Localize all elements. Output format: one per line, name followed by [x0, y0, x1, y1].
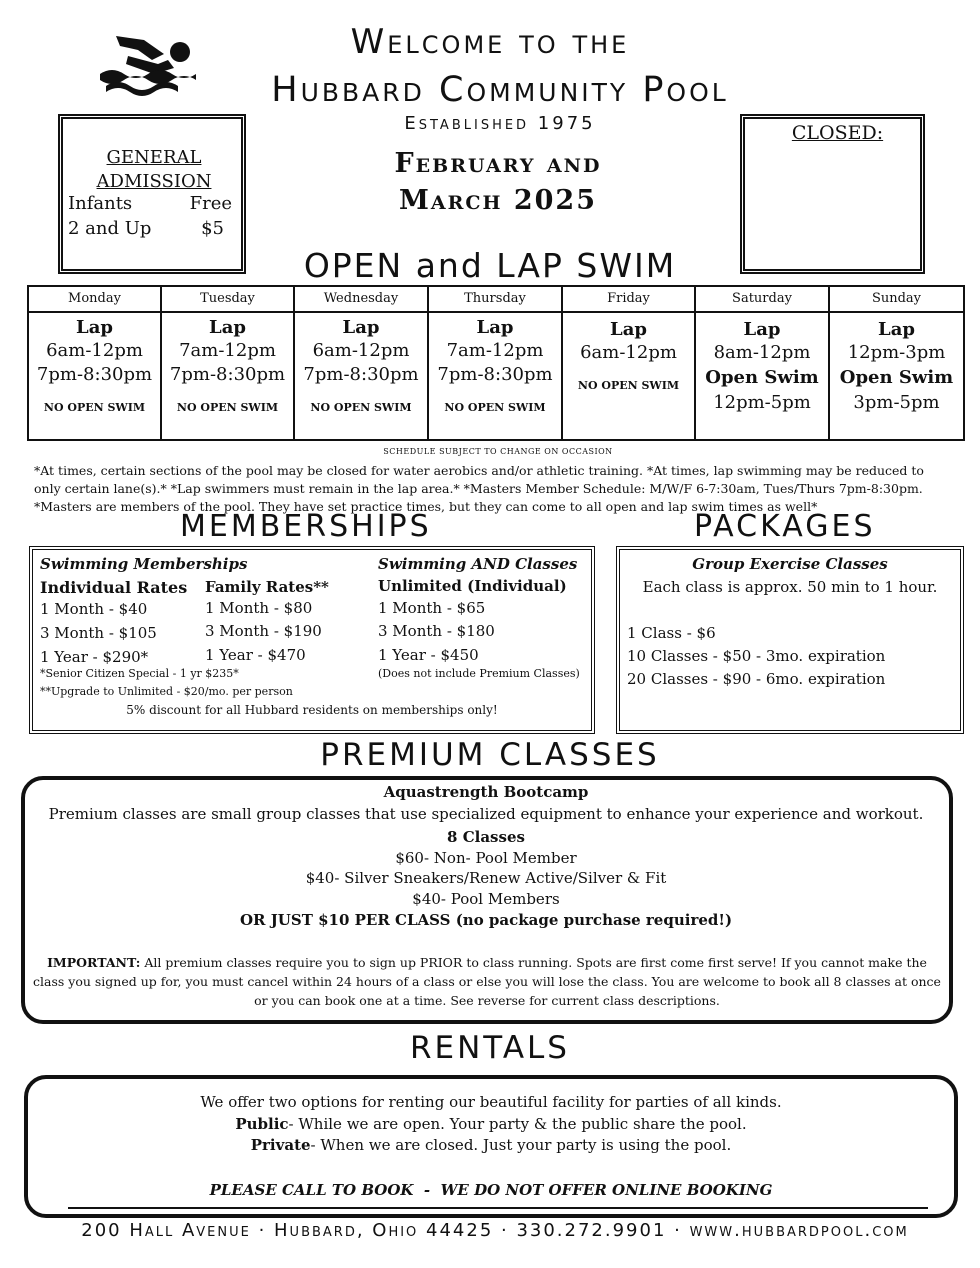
- memberships-heading: MEMBERSHIPS: [180, 509, 432, 544]
- day-column-wednesday: [295, 287, 429, 439]
- page-title-line1: Welcome to the: [350, 22, 630, 62]
- day-column-saturday: [696, 287, 830, 439]
- private-label: Private: [250, 1136, 311, 1154]
- upgrade-note: **Upgrade to Unlimited - $20/mo. per person: [40, 685, 293, 698]
- established-label: Established 1975: [404, 113, 596, 134]
- rentals-intro: We offer two options for renting our beautiful facility for parties of all kinds.: [200, 1093, 782, 1111]
- lap-label: Lap: [610, 319, 647, 340]
- individual-rate: 1 Month - $40: [40, 600, 148, 618]
- month-title-line1: February and: [394, 148, 602, 179]
- admission-row: [68, 193, 232, 214]
- day-column-thursday: [429, 287, 563, 439]
- day-column-sunday: [830, 287, 963, 439]
- premium-classes-heading: PREMIUM CLASSES: [320, 737, 660, 773]
- lap-time: 7pm-8:30pm: [437, 364, 553, 385]
- lap-time: 7am-12pm: [179, 340, 276, 361]
- premium-important-note: [31, 953, 943, 1010]
- no-open-swim-note: NO OPEN SWIM: [43, 401, 146, 414]
- open-swim-label: Open Swim: [705, 367, 819, 388]
- lap-label: Lap: [209, 317, 246, 338]
- admission-label: Infants: [68, 193, 133, 214]
- pool-rules-notes: *At times, certain sections of the pool may be closed for water aerobics and/or athletic training. *At times, lap swimming may be reduced to only certain lane(s).* *Lap swimmers must remain in the lap area.* *Masters Member Schedule: M/W/F 6-7:30am, Tues/Thurs 7pm-8:30pm. *Masters are members of the pool. They have set practice times, but they can come to all open and lap swim times as well*: [34, 463, 924, 514]
- premium-price: $60- Non- Pool Member: [395, 849, 577, 867]
- lap-time: 6am-12pm: [580, 342, 677, 363]
- important-label: IMPORTANT:: [47, 955, 141, 970]
- general-admission-title-line1: GENERAL: [106, 147, 202, 168]
- open-swim-time: 3pm-5pm: [853, 392, 940, 413]
- no-open-swim-note: NO OPEN SWIM: [310, 401, 412, 414]
- premium-class-title: Aquastrength Bootcamp: [383, 783, 589, 801]
- lap-label: Lap: [476, 317, 514, 338]
- unlimited-title: Unlimited (Individual): [378, 577, 567, 595]
- unlimited-rate: 1 Year - $450: [378, 646, 479, 664]
- day-name: Monday: [29, 287, 160, 313]
- admission-price: $5: [201, 218, 224, 239]
- premium-description: Premium classes are small group classes that use specialized equipment to enhance your experience and workout.: [48, 805, 924, 823]
- package-item: 1 Class - $6: [627, 624, 716, 642]
- booking-note: PLEASE CALL TO BOOK - WE DO NOT OFFER ONLINE BOOKING: [209, 1181, 773, 1199]
- rentals-private: [24, 1134, 958, 1156]
- day-name: Wednesday: [295, 287, 427, 313]
- public-text: - While we are open. Your party & the public share the pool.: [288, 1115, 747, 1133]
- day-name: Sunday: [830, 287, 963, 313]
- package-item: 10 Classes - $50 - 3mo. expiration: [627, 647, 886, 665]
- no-open-swim-note: NO OPEN SWIM: [444, 401, 546, 414]
- lap-time: 12pm-3pm: [847, 342, 946, 363]
- schedule-subject-note: SCHEDULE SUBJECT TO CHANGE ON OCCASION: [383, 447, 613, 456]
- packages-heading: PACKAGES: [694, 509, 876, 544]
- lap-time: 6am-12pm: [312, 340, 410, 361]
- rentals-divider: [68, 1207, 928, 1209]
- admission-label: 2 and Up: [68, 218, 152, 239]
- lap-label: Lap: [878, 319, 915, 340]
- schedule-table: [27, 285, 965, 441]
- day-column-monday: [29, 287, 162, 439]
- swimming-and-classes-title: Swimming AND Classes: [378, 555, 578, 573]
- day-column-friday: [563, 287, 696, 439]
- family-rate: 3 Month - $190: [205, 622, 322, 640]
- day-name: Saturday: [696, 287, 828, 313]
- discount-note: 5% discount for all Hubbard residents on memberships only!: [126, 703, 498, 717]
- day-name: Friday: [563, 287, 694, 313]
- premium-count: 8 Classes: [447, 828, 525, 846]
- closed-label: CLOSED:: [791, 122, 884, 144]
- open-swim-label: Open Swim: [839, 367, 954, 388]
- day-column-tuesday: [162, 287, 295, 439]
- footer-contact: 200 Hall Avenue · Hubbard, Ohio 44425 · 330.272.9901 · www.hubbardpool.com: [81, 1220, 909, 1241]
- lap-time: 7pm-8:30pm: [36, 364, 153, 385]
- important-text: All premium classes require you to sign up PRIOR to class running. Spots are first come first serve! If you cannot make the class you signed up for, you must cancel within 24 hours of a class or else you will lose the class. You are welcome to book all 8 classes at once or you can book one at a time. See reverse for current class descriptions.: [33, 955, 941, 1008]
- open-lap-heading: OPEN and LAP SWIM: [303, 246, 677, 285]
- general-admission-title-line2: ADMISSION: [96, 171, 212, 192]
- lap-label: Lap: [743, 319, 781, 340]
- unlimited-rate: 1 Month - $65: [378, 599, 486, 617]
- group-exercise-title: Group Exercise Classes: [692, 555, 888, 573]
- individual-rate: 3 Month - $105: [40, 624, 157, 642]
- open-swim-time: 12pm-5pm: [713, 392, 811, 413]
- page-title-line2: Hubbard Community Pool: [271, 70, 729, 110]
- admission-price: Free: [189, 193, 232, 214]
- public-label: Public: [235, 1115, 289, 1133]
- premium-per-class: OR JUST $10 PER CLASS (no package purchase required!): [239, 911, 733, 929]
- senior-note: *Senior Citizen Special - 1 yr $235*: [40, 667, 239, 680]
- lap-label: Lap: [76, 317, 113, 338]
- lap-time: 8am-12pm: [713, 342, 811, 363]
- premium-price: $40- Silver Sneakers/Renew Active/Silver & Fit: [305, 869, 667, 887]
- swimming-memberships-title: Swimming Memberships: [40, 555, 248, 573]
- admission-row: [68, 218, 232, 239]
- rentals-public: [24, 1113, 958, 1135]
- rentals-heading: RENTALS: [409, 1030, 570, 1066]
- day-name: Tuesday: [162, 287, 293, 313]
- package-item: 20 Classes - $90 - 6mo. expiration: [627, 670, 886, 688]
- no-open-swim-note: NO OPEN SWIM: [577, 379, 680, 392]
- lap-time: 7pm-8:30pm: [303, 364, 419, 385]
- family-rates-title: Family Rates**: [205, 578, 329, 596]
- individual-rate: 1 Year - $290*: [40, 648, 149, 666]
- individual-rates-title: Individual Rates: [40, 578, 188, 597]
- lap-time: 7am-12pm: [446, 340, 544, 361]
- unlimited-note: (Does not include Premium Classes): [378, 667, 580, 680]
- general-admission-title: [58, 146, 250, 194]
- lap-time: 7pm-8:30pm: [169, 364, 286, 385]
- group-exercise-subtitle: Each class is approx. 50 min to 1 hour.: [642, 578, 938, 596]
- no-open-swim-note: NO OPEN SWIM: [176, 401, 279, 414]
- day-name: Thursday: [429, 287, 561, 313]
- lap-time: 6am-12pm: [46, 340, 143, 361]
- lap-label: Lap: [342, 317, 380, 338]
- family-rate: 1 Month - $80: [205, 599, 313, 617]
- premium-price: $40- Pool Members: [412, 890, 560, 908]
- family-rate: 1 Year - $470: [205, 646, 306, 664]
- unlimited-rate: 3 Month - $180: [378, 622, 495, 640]
- private-text: - When we are closed. Just your party is using the pool.: [310, 1136, 732, 1154]
- month-title-line2: March 2025: [398, 185, 598, 216]
